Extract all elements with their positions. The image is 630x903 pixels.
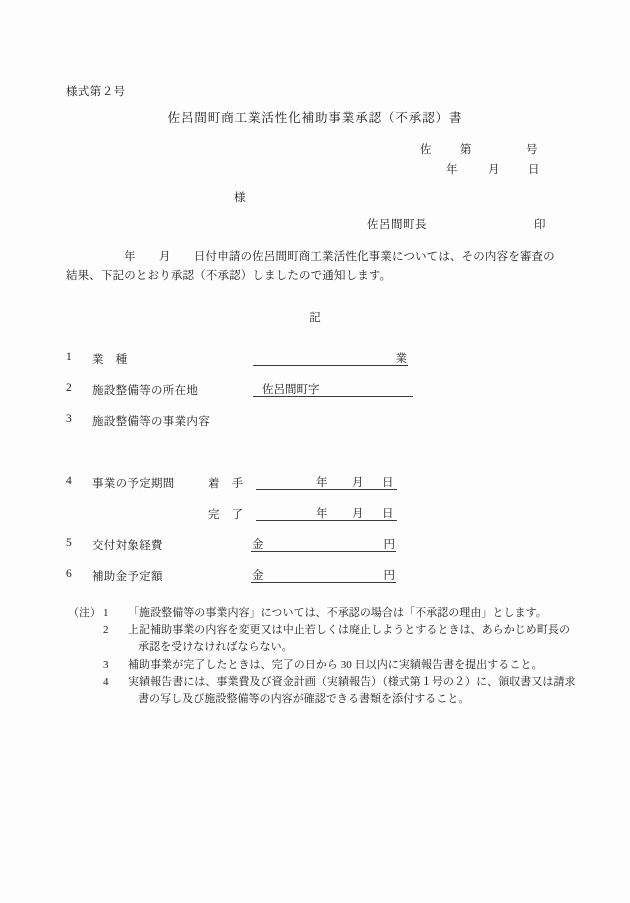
start-date-day: 日 (382, 477, 394, 489)
item-row (0, 351, 630, 382)
document-number-block (420, 141, 570, 177)
item-number: 4 (66, 475, 72, 487)
money-prefix: 金 (252, 570, 264, 582)
note-text: 「施設整備等の事業内容」については、不承認の場合は「不承認の理由」とします。 (128, 607, 547, 619)
issue-date-month: 月 (488, 164, 500, 176)
item-row (0, 382, 630, 413)
issue-date-day: 日 (528, 164, 540, 176)
item-label: 補助金予定額 (92, 571, 163, 583)
note-text: 実績報告書には、事業費及び資金計画（実績報告）（様式第１号の２）に、領収書又は請求書の写し及び施設整備等の内容が確認できる書類を添付すること。 (128, 675, 576, 705)
item-label: 施設整備等の所在地 (92, 385, 199, 397)
note-number: 4 (103, 675, 109, 688)
location-field[interactable] (253, 382, 413, 397)
item-number: 1 (66, 351, 72, 363)
start-date-month: 月 (352, 477, 364, 489)
note-item (0, 622, 630, 656)
body-paragraph: 年 月 日付申請の佐呂間町商工業活性化事業については、その内容を審査の結果、下記のとおり承認（不承認）しましたので通知します。 (66, 251, 555, 282)
note-number: 3 (103, 658, 109, 671)
seal-mark: 印 (534, 219, 546, 231)
item-row (0, 506, 630, 537)
end-sub-label: 完 了 (208, 509, 244, 521)
item-label: 施設整備等の事業内容 (92, 416, 210, 428)
document-number-row (420, 141, 570, 157)
item-number: 5 (66, 537, 72, 549)
notes-prefix: （注） (68, 607, 101, 619)
subsidy-amount-field[interactable] (251, 568, 396, 583)
issuer-name: 佐呂間町長 (367, 219, 427, 231)
end-date-day: 日 (382, 508, 394, 520)
industry-type-field[interactable] (253, 351, 408, 366)
note-item (0, 605, 630, 622)
addressee-honorific: 様 (234, 192, 246, 204)
item-number: 3 (66, 413, 72, 425)
end-date-field[interactable] (256, 506, 397, 521)
notes-section (0, 605, 630, 708)
note-number: 1 (103, 607, 109, 619)
ki-heading: 記 (309, 312, 321, 324)
money-suffix: 円 (383, 539, 395, 551)
subsidy-target-cost-field[interactable] (251, 537, 396, 552)
docnum-dai: 第 (460, 144, 472, 156)
location-prefix: 佐呂間町字 (262, 384, 320, 396)
item-label: 交付対象経費 (92, 540, 163, 552)
item-row (0, 475, 630, 506)
document-title: 佐呂間町商工業活性化補助事業承認（不承認）書 (167, 111, 463, 125)
item-number: 2 (66, 382, 72, 394)
form-number: 様式第２号 (66, 86, 126, 98)
item-number: 6 (66, 568, 72, 580)
end-date-month: 月 (352, 508, 364, 520)
item-row (0, 413, 630, 475)
docnum-gou: 号 (526, 144, 538, 156)
note-text: 上記補助事業の内容を変更又は中止若しくは廃止しようとするときは、あらかじめ町長の承認を受けなければならない。 (128, 624, 570, 654)
issue-date-row (420, 161, 570, 177)
note-item (0, 674, 630, 708)
start-date-field[interactable] (256, 475, 397, 490)
item-row (0, 537, 630, 568)
industry-type-suffix: 業 (395, 353, 407, 365)
issuer-block (367, 216, 557, 232)
money-suffix: 円 (383, 570, 395, 582)
end-date-year: 年 (316, 508, 328, 520)
docnum-prefix: 佐 (420, 144, 432, 156)
note-number: 2 (103, 624, 109, 637)
items-list (0, 351, 630, 599)
start-date-year: 年 (316, 477, 328, 489)
item-row (0, 568, 630, 599)
item-label: 事業の予定期間 (92, 478, 175, 490)
item-label: 業 種 (92, 354, 128, 366)
issue-date-year: 年 (446, 164, 458, 176)
start-sub-label: 着 手 (208, 478, 244, 490)
note-item (0, 657, 630, 674)
note-text: 補助事業が完了したときは、完了の日から 30 日以内に実績報告書を提出すること。 (128, 658, 543, 671)
money-prefix: 金 (252, 539, 264, 551)
